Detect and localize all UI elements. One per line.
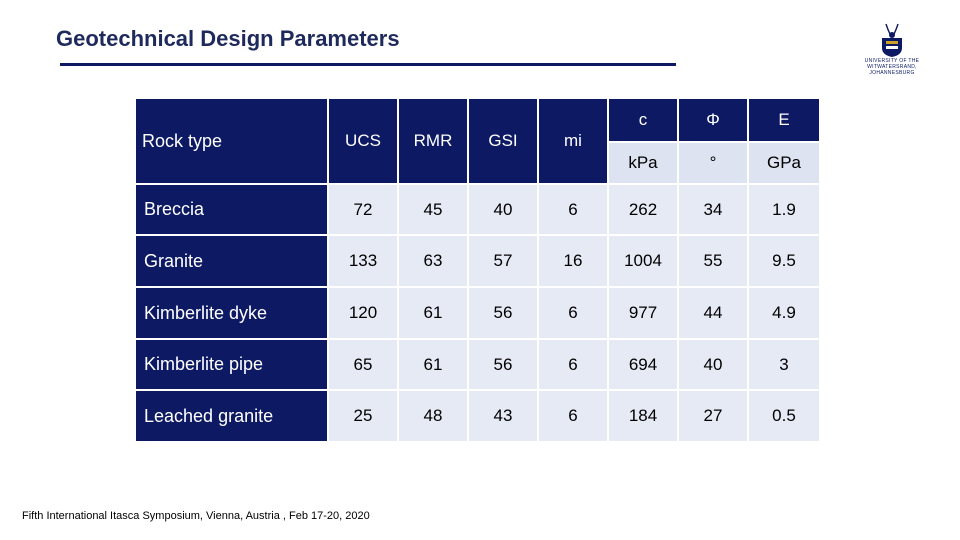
rmr-value: 45 xyxy=(398,184,468,235)
gsi-value: 40 xyxy=(468,184,538,235)
phi-value: 44 xyxy=(678,287,748,339)
e-value: 1.9 xyxy=(748,184,820,235)
header-rock-type: Rock type xyxy=(135,98,328,184)
university-logo xyxy=(856,22,928,94)
phi-value: 55 xyxy=(678,235,748,287)
e-value: 4.9 xyxy=(748,287,820,339)
gsi-value: 43 xyxy=(468,390,538,442)
footer-text: Fifth International Itasca Symposium, Vienna, Austria , Feb 17-20, 2020 xyxy=(22,510,370,522)
phi-value: 27 xyxy=(678,390,748,442)
rock-name: Breccia xyxy=(135,184,328,235)
gsi-value: 57 xyxy=(468,235,538,287)
table-row xyxy=(135,339,820,390)
phi-value: 34 xyxy=(678,184,748,235)
e-value: 9.5 xyxy=(748,235,820,287)
header-e: E xyxy=(748,98,820,142)
rock-name: Leached granite xyxy=(135,390,328,442)
header-row xyxy=(135,98,820,142)
rmr-value: 48 xyxy=(398,390,468,442)
ucs-value: 65 xyxy=(328,339,398,390)
mi-value: 6 xyxy=(538,339,608,390)
ucs-value: 72 xyxy=(328,184,398,235)
table-row xyxy=(135,390,820,442)
mi-value: 6 xyxy=(538,287,608,339)
header-rmr: RMR xyxy=(398,98,468,184)
header-phi: Φ xyxy=(678,98,748,142)
unit-e: GPa xyxy=(748,142,820,184)
rmr-value: 61 xyxy=(398,287,468,339)
header-mi: mi xyxy=(538,98,608,184)
unit-c: kPa xyxy=(608,142,678,184)
c-value: 977 xyxy=(608,287,678,339)
rock-name: Kimberlite pipe xyxy=(135,339,328,390)
mi-value: 6 xyxy=(538,184,608,235)
table-row xyxy=(135,184,820,235)
c-value: 262 xyxy=(608,184,678,235)
table-row xyxy=(135,287,820,339)
gsi-value: 56 xyxy=(468,339,538,390)
title-underline xyxy=(60,63,676,66)
header-ucs: UCS xyxy=(328,98,398,184)
unit-phi: ° xyxy=(678,142,748,184)
ucs-value: 120 xyxy=(328,287,398,339)
rmr-value: 63 xyxy=(398,235,468,287)
mi-value: 16 xyxy=(538,235,608,287)
rock-name: Granite xyxy=(135,235,328,287)
c-value: 184 xyxy=(608,390,678,442)
table-row xyxy=(135,235,820,287)
ucs-value: 25 xyxy=(328,390,398,442)
university-crest-icon xyxy=(856,22,928,58)
gsi-value: 56 xyxy=(468,287,538,339)
header-gsi: GSI xyxy=(468,98,538,184)
header-c: c xyxy=(608,98,678,142)
c-value: 694 xyxy=(608,339,678,390)
logo-line-2: WITWATERSRAND, xyxy=(867,64,917,70)
ucs-value: 133 xyxy=(328,235,398,287)
phi-value: 40 xyxy=(678,339,748,390)
slide-title: Geotechnical Design Parameters xyxy=(56,26,400,51)
c-value: 1004 xyxy=(608,235,678,287)
logo-line-3: JOHANNESBURG xyxy=(869,70,915,76)
parameters-table xyxy=(134,97,821,443)
e-value: 0.5 xyxy=(748,390,820,442)
rmr-value: 61 xyxy=(398,339,468,390)
logo-line-1: UNIVERSITY OF THE xyxy=(864,58,920,64)
rock-name: Kimberlite dyke xyxy=(135,287,328,339)
e-value: 3 xyxy=(748,339,820,390)
mi-value: 6 xyxy=(538,390,608,442)
